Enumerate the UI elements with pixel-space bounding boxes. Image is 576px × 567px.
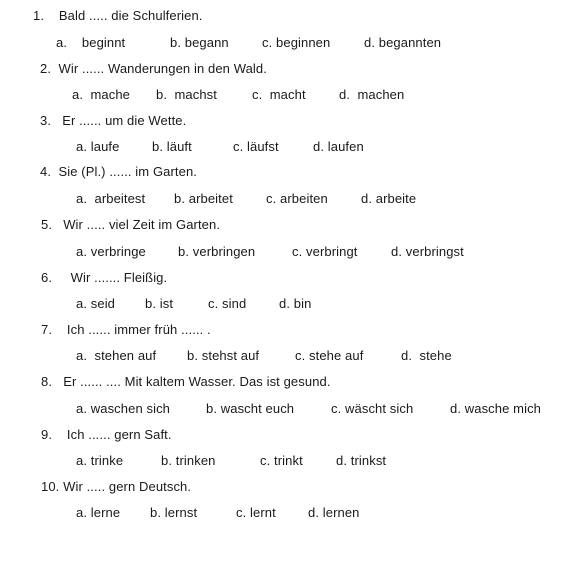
option-8a	[76, 401, 170, 417]
option-3b	[152, 139, 192, 155]
option-10b	[150, 505, 197, 521]
question-10	[41, 479, 191, 495]
option-text: arbeite	[375, 191, 417, 206]
option-letter: a.	[76, 296, 88, 311]
option-9a	[76, 453, 123, 469]
option-letter: d.	[401, 348, 413, 363]
question-number: 6.	[41, 270, 53, 285]
option-text: stehen auf	[94, 348, 157, 363]
option-text: sind	[222, 296, 247, 311]
option-text: mache	[90, 87, 131, 102]
option-letter: d.	[339, 87, 351, 102]
option-text: laufe	[90, 139, 120, 154]
option-text: verbringst	[405, 244, 464, 259]
question-5	[41, 217, 220, 233]
option-6d	[279, 296, 311, 312]
option-letter: a.	[72, 87, 84, 102]
option-letter: d.	[450, 401, 462, 416]
question-text: Bald ..... die Schulferien.	[58, 8, 203, 23]
option-letter: b.	[170, 35, 182, 50]
option-10a	[76, 505, 120, 521]
option-1a	[56, 35, 125, 51]
option-text: stehe auf	[309, 348, 364, 363]
option-letter: c.	[233, 139, 244, 154]
option-letter: b.	[152, 139, 164, 154]
option-1d	[364, 35, 441, 51]
option-text: läufst	[247, 139, 279, 154]
option-letter: a.	[76, 401, 88, 416]
option-5b	[178, 244, 255, 260]
option-letter: a.	[76, 139, 88, 154]
option-8d	[450, 401, 541, 417]
option-letter: c.	[260, 453, 271, 468]
option-7b	[187, 348, 259, 364]
option-letter: c.	[266, 191, 277, 206]
option-letter: b.	[178, 244, 190, 259]
option-letter: b.	[145, 296, 157, 311]
option-2a	[72, 87, 130, 103]
option-7c	[295, 348, 363, 364]
option-letter: b.	[187, 348, 199, 363]
option-7d	[401, 348, 452, 364]
option-text: arbeitest	[94, 191, 146, 206]
question-9	[41, 427, 172, 443]
option-3a	[76, 139, 119, 155]
option-letter: a.	[76, 348, 88, 363]
option-letter: b.	[174, 191, 186, 206]
option-text: läuft	[166, 139, 192, 154]
option-text: wasche mich	[464, 401, 542, 416]
option-4b	[174, 191, 233, 207]
option-text: trinke	[90, 453, 124, 468]
question-number: 2.	[40, 61, 52, 76]
option-8b	[206, 401, 294, 417]
option-text: stehe	[419, 348, 452, 363]
question-number: 3.	[40, 113, 52, 128]
option-text: lernst	[164, 505, 198, 520]
option-letter: b.	[156, 87, 168, 102]
option-letter: b.	[206, 401, 218, 416]
option-letter: d.	[361, 191, 373, 206]
option-2d	[339, 87, 404, 103]
option-letter: a.	[76, 505, 88, 520]
option-text: verbringe	[90, 244, 146, 259]
option-text: lernen	[322, 505, 360, 520]
option-letter: a.	[76, 244, 88, 259]
option-letter: d.	[279, 296, 291, 311]
option-5d	[391, 244, 464, 260]
option-text: waschen sich	[90, 401, 171, 416]
question-number: 1.	[33, 8, 45, 23]
option-text: seid	[90, 296, 116, 311]
option-letter: d.	[391, 244, 403, 259]
question-text: Wir ..... gern Deutsch.	[63, 479, 192, 494]
question-number: 5.	[41, 217, 53, 232]
option-letter: c.	[236, 505, 247, 520]
option-6a	[76, 296, 115, 312]
option-letter: c.	[252, 87, 263, 102]
option-1c	[262, 35, 330, 51]
option-text: machen	[357, 87, 405, 102]
option-text: verbringt	[306, 244, 358, 259]
question-text: Wir ....... Fleißig.	[70, 270, 168, 285]
question-text: Sie (Pl.) ...... im Garten.	[58, 164, 197, 179]
question-text: Er ...... .... Mit kaltem Wasser. Das ist gesund.	[63, 374, 331, 389]
question-text: Er ...... um die Wette.	[62, 113, 187, 128]
option-letter: d.	[313, 139, 325, 154]
option-letter: b.	[161, 453, 173, 468]
option-letter: c.	[292, 244, 303, 259]
option-letter: c.	[295, 348, 306, 363]
option-text: begann	[184, 35, 229, 50]
option-letter: c.	[331, 401, 342, 416]
option-letter: a.	[76, 453, 88, 468]
question-number: 8.	[41, 374, 53, 389]
option-6b	[145, 296, 173, 312]
option-letter: d.	[364, 35, 376, 50]
option-4d	[361, 191, 416, 207]
option-5a	[76, 244, 146, 260]
option-letter: a.	[56, 35, 68, 50]
question-text: Ich ...... immer früh ...... .	[66, 322, 211, 337]
option-text: ist	[159, 296, 174, 311]
question-1	[33, 8, 203, 24]
question-8	[41, 374, 331, 390]
option-text: lernt	[250, 505, 276, 520]
option-3d	[313, 139, 364, 155]
option-letter: d.	[308, 505, 320, 520]
option-9d	[336, 453, 386, 469]
option-letter: c.	[262, 35, 273, 50]
question-6	[41, 270, 167, 286]
option-text: lerne	[90, 505, 121, 520]
option-8c	[331, 401, 413, 417]
option-6c	[208, 296, 246, 312]
option-text: arbeitet	[188, 191, 233, 206]
option-text: wäscht sich	[345, 401, 414, 416]
option-text: laufen	[327, 139, 364, 154]
option-5c	[292, 244, 358, 260]
question-text: Wir ...... Wanderungen in den Wald.	[58, 61, 267, 76]
question-4	[40, 164, 197, 180]
option-9c	[260, 453, 303, 469]
option-text: trinkst	[350, 453, 387, 468]
question-text: Ich ...... gern Saft.	[66, 427, 172, 442]
option-text: machst	[174, 87, 217, 102]
option-letter: b.	[150, 505, 162, 520]
option-4c	[266, 191, 328, 207]
option-text: beginnt	[81, 35, 126, 50]
option-2c	[252, 87, 306, 103]
question-number: 9.	[41, 427, 53, 442]
option-2b	[156, 87, 217, 103]
question-text: Wir ..... viel Zeit im Garten.	[63, 217, 221, 232]
option-4a	[76, 191, 145, 207]
question-3	[40, 113, 186, 129]
option-1b	[170, 35, 229, 51]
option-10d	[308, 505, 360, 521]
question-number: 4.	[40, 164, 52, 179]
option-text: bin	[293, 296, 312, 311]
option-10c	[236, 505, 276, 521]
option-9b	[161, 453, 216, 469]
option-text: stehst auf	[201, 348, 260, 363]
option-7a	[76, 348, 156, 364]
option-text: beginnen	[276, 35, 331, 50]
option-text: arbeiten	[280, 191, 328, 206]
option-text: wascht euch	[220, 401, 295, 416]
question-2	[40, 61, 267, 77]
option-letter: a.	[76, 191, 88, 206]
question-number: 7.	[41, 322, 53, 337]
option-text: verbringen	[192, 244, 256, 259]
question-number: 10.	[41, 479, 60, 494]
option-text: macht	[269, 87, 306, 102]
option-letter: c.	[208, 296, 219, 311]
option-text: trinken	[175, 453, 216, 468]
option-letter: d.	[336, 453, 348, 468]
option-text: begannten	[378, 35, 442, 50]
option-text: trinkt	[274, 453, 303, 468]
question-7	[41, 322, 211, 338]
option-3c	[233, 139, 279, 155]
